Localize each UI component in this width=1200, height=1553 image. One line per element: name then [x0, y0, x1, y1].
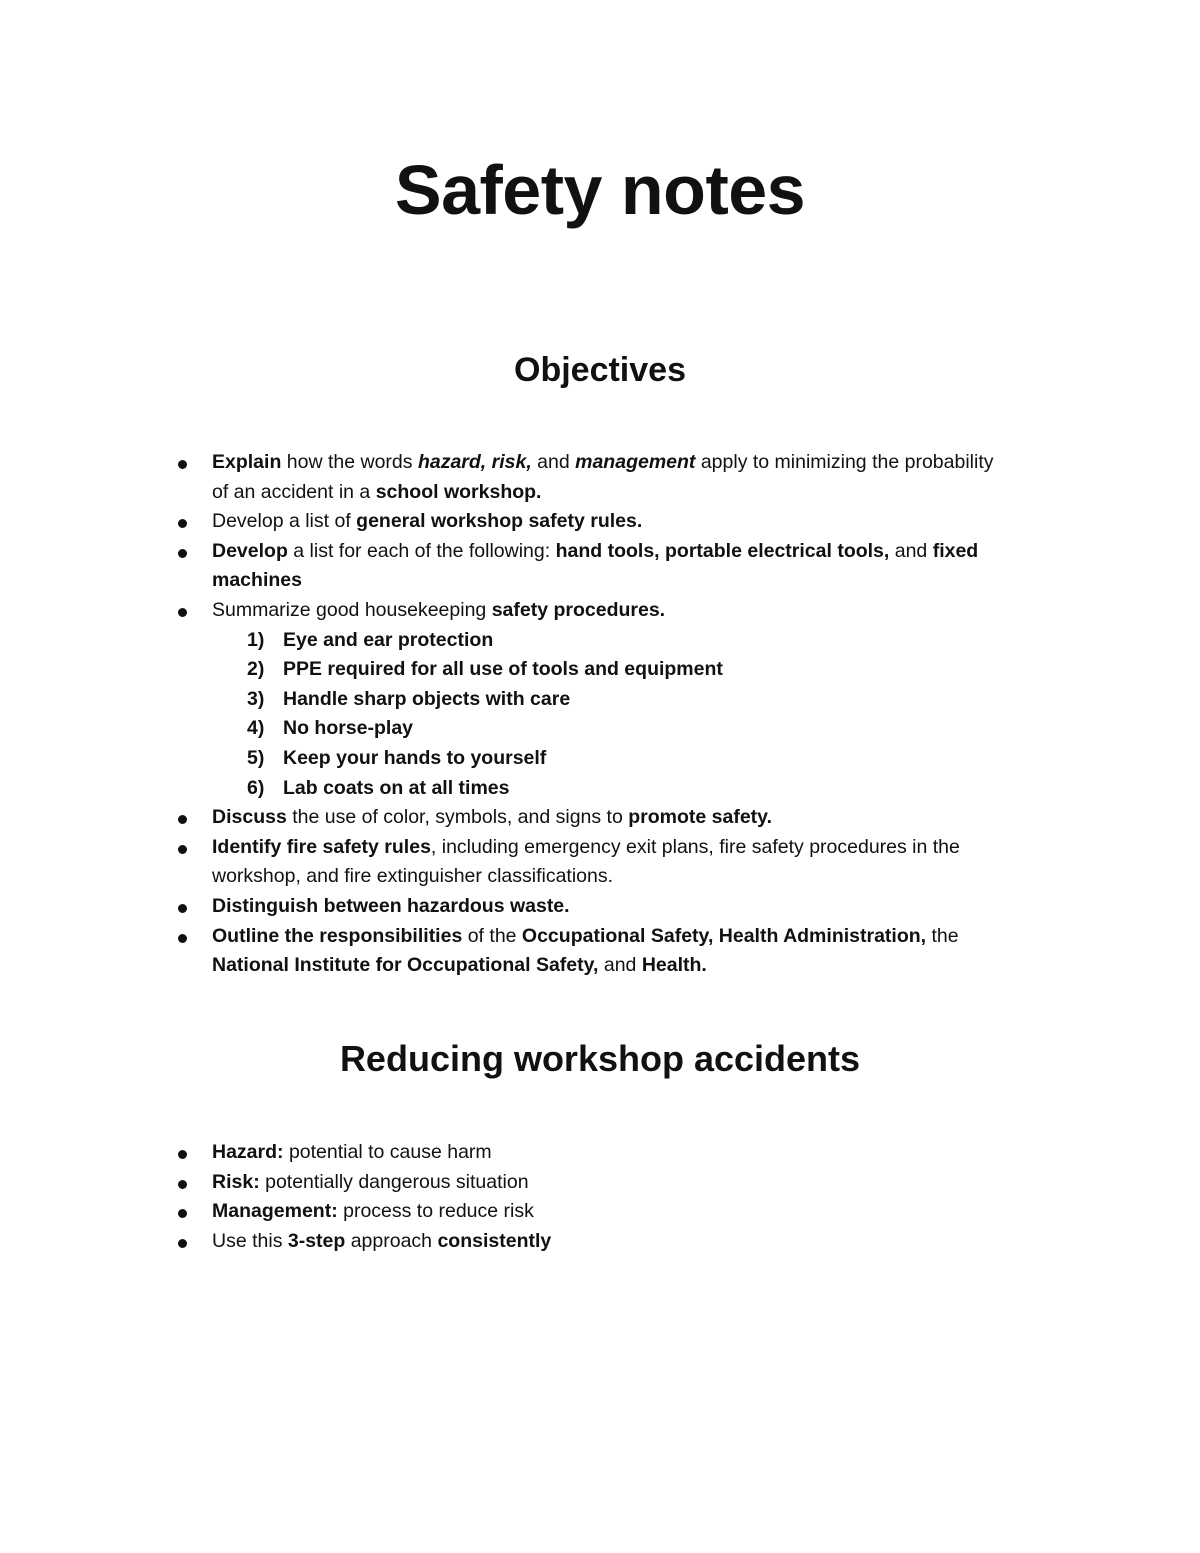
text: the: [926, 924, 959, 947]
numbered-item: [0, 714, 1200, 744]
list-item: [0, 803, 1200, 833]
text: and: [598, 954, 642, 977]
list-item: [0, 448, 1200, 507]
bold-text: school workshop.: [375, 480, 542, 503]
text: Develop a list of: [212, 510, 357, 533]
bold-text: 3-step: [287, 1229, 346, 1252]
list-item-line: [0, 892, 1072, 922]
item-text: Keep your hands to yourself: [283, 746, 547, 769]
list-item-line: [0, 537, 1072, 567]
item-text: Lab coats on at all times: [283, 776, 510, 799]
bold-text: Discuss: [212, 806, 287, 829]
text: and: [889, 539, 933, 562]
bold-text: Occupational Safety, Health Administration,: [521, 924, 927, 947]
bold-text: Distinguish between hazardous waste.: [212, 894, 570, 917]
bold-text: machines: [212, 569, 302, 592]
list-item: [0, 537, 1200, 596]
text: the use of color, symbols, and signs to: [286, 806, 629, 829]
list-item-line: [0, 1197, 1072, 1227]
item-number: 4): [247, 717, 265, 740]
bold-text: safety procedures.: [491, 598, 666, 621]
list-item: [0, 833, 1200, 892]
list-item-line: [0, 596, 1072, 626]
list-item-line: [0, 507, 1072, 537]
list-item-line: [0, 922, 1072, 952]
bold-text: Hazard:: [212, 1141, 284, 1163]
numbered-item: [0, 655, 1200, 685]
bold-text: general workshop safety rules.: [356, 510, 643, 533]
bold-italic-text: management: [575, 451, 696, 473]
bold-italic-text: hazard, risk,: [417, 451, 532, 473]
bold-text: Develop: [212, 539, 288, 562]
text: approach: [345, 1229, 438, 1252]
item-text: PPE required for all use of tools and equipment: [283, 658, 723, 681]
text: workshop, and fire extinguisher classifications.: [212, 865, 614, 888]
item-number: 2): [247, 658, 265, 681]
list-item: [0, 507, 1200, 537]
list-item-line: [0, 1227, 1072, 1257]
numbered-item: [0, 685, 1200, 715]
list-item: [0, 1227, 1200, 1257]
bold-text: Identify fire safety rules: [212, 835, 431, 858]
text: apply to minimizing the probability: [695, 451, 994, 473]
bold-text: Health.: [641, 954, 707, 977]
text: Use this: [212, 1229, 288, 1252]
list-item-line: [0, 951, 1072, 981]
bold-text: hand tools, portable electrical tools,: [555, 539, 890, 562]
text: a list for each of the following:: [287, 539, 556, 562]
procedures-list: [0, 626, 1200, 804]
item-text: Handle sharp objects with care: [283, 687, 571, 710]
list-item-line: [0, 478, 1072, 508]
list-item: [0, 892, 1200, 922]
bold-text: promote safety.: [628, 806, 772, 829]
item-number: 1): [247, 628, 265, 651]
item-number: 3): [247, 687, 265, 710]
text: how the words: [281, 451, 418, 473]
list-item: [0, 1138, 1200, 1168]
bold-text: Explain: [212, 451, 282, 473]
objectives-heading: Objectives: [514, 351, 686, 389]
reducing-list: [0, 1138, 1200, 1256]
list-item-line: [0, 862, 1072, 892]
text: process to reduce risk: [337, 1200, 534, 1223]
list-item: [0, 1168, 1200, 1198]
text: Summarize good housekeeping: [212, 598, 492, 621]
numbered-item: [0, 626, 1200, 656]
numbered-item: [0, 744, 1200, 774]
text: of the: [462, 924, 522, 947]
bold-text: National Institute for Occupational Safety,: [212, 954, 599, 977]
bold-text: consistently: [437, 1229, 552, 1252]
bold-text: Risk:: [212, 1170, 260, 1193]
text: of an accident in a: [212, 480, 376, 503]
item-text: Eye and ear protection: [283, 628, 494, 651]
bold-text: fixed: [932, 539, 979, 562]
bold-text: Management:: [212, 1200, 338, 1223]
list-item: [0, 596, 1200, 803]
list-item-line: [0, 833, 1072, 863]
text: , including emergency exit plans, fire safety procedures in the: [430, 835, 960, 858]
item-number: 5): [247, 746, 265, 769]
bold-text: Outline the responsibilities: [212, 924, 463, 947]
page-title: Safety notes: [394, 151, 806, 229]
list-item-line: [0, 1138, 1072, 1168]
list-item-line: [0, 448, 1072, 478]
reducing-heading: Reducing workshop accidents: [339, 1038, 861, 1079]
list-item: [0, 1197, 1200, 1227]
objectives-list: [0, 448, 1200, 981]
text: and: [531, 451, 576, 473]
list-item: [0, 922, 1200, 981]
text: potential to cause harm: [283, 1141, 492, 1163]
list-item-line: [0, 566, 1072, 596]
numbered-item: [0, 774, 1200, 804]
list-item-line: [0, 1168, 1072, 1198]
text: potentially dangerous situation: [259, 1170, 529, 1193]
item-number: 6): [247, 776, 265, 799]
list-item-line: [0, 803, 1072, 833]
item-text: No horse-play: [283, 717, 414, 740]
